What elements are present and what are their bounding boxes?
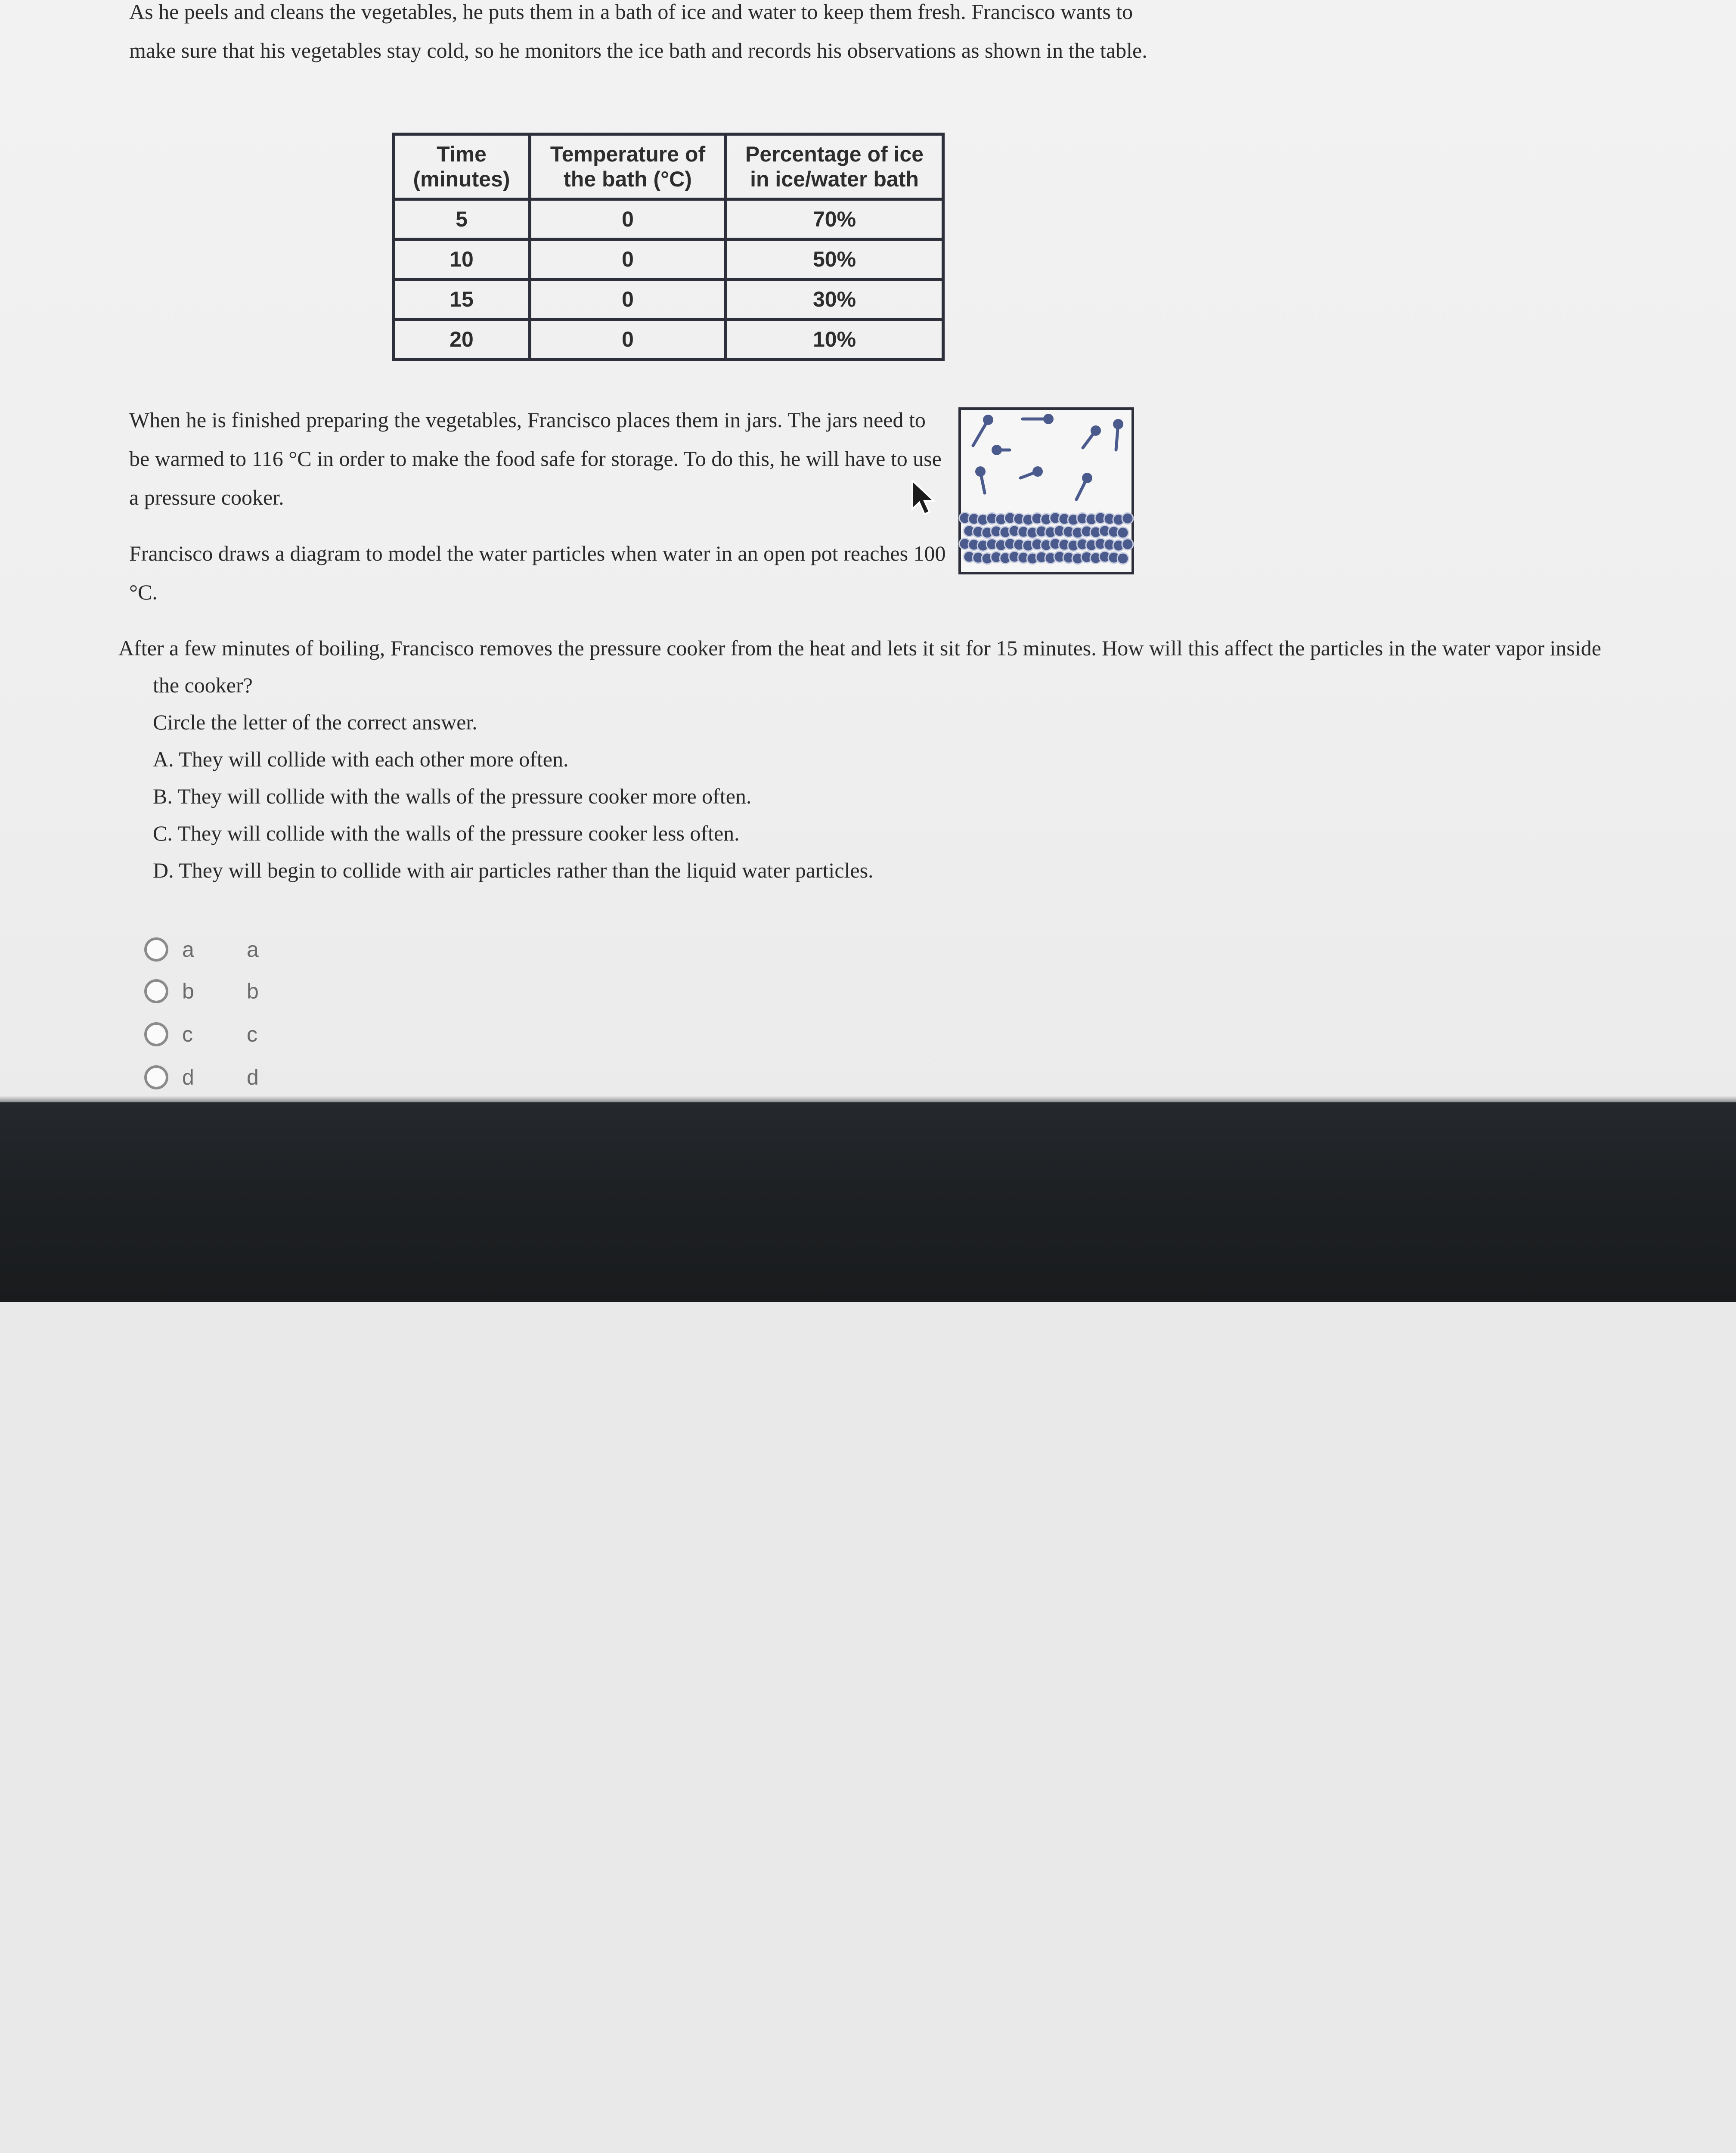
vapor-particle	[975, 466, 986, 477]
cell-percentage: 50%	[726, 239, 943, 279]
vapor-particle	[983, 415, 993, 425]
answer-label: b	[182, 979, 194, 1003]
option-c-text: C. They will collide with the walls of the pressure cooker less often.	[153, 821, 740, 845]
answer-choice-b[interactable]	[144, 974, 259, 1008]
cell-percentage: 70%	[726, 199, 943, 239]
vapor-particle	[1043, 414, 1054, 424]
radio-button-icon[interactable]	[144, 1022, 168, 1046]
table-row	[394, 320, 943, 360]
question-stem-line2: the cooker?	[153, 673, 253, 697]
answer-value: a	[247, 937, 259, 962]
radio-button-icon[interactable]	[144, 1065, 168, 1089]
observations-table	[392, 133, 945, 361]
table-row	[394, 199, 943, 239]
answer-label: d	[182, 1065, 194, 1089]
answer-label: c	[182, 1022, 193, 1046]
radio-button-icon[interactable]	[144, 937, 168, 962]
cell-temperature: 0	[530, 199, 726, 239]
question-block	[118, 630, 1660, 889]
header-time: Time (minutes)	[394, 134, 530, 199]
vapor-particle	[1032, 466, 1043, 477]
jars-paragraph: When he is finished preparing the vegetables, Francisco places them in jars. The jars need to be warmed to 116 °C in order to make the food safe for storage. To do this, he will have to use a pressure cooker.	[129, 408, 942, 509]
intro-paragraph: As he peels and cleans the vegetables, he puts them in a bath of ice and water to keep them fresh. Francisco wants to make sure that his vegetables stay cold, so he monitors the ice bath and records his observations as shown in the table.	[129, 0, 1147, 62]
cell-time: 10	[394, 239, 530, 279]
header-temperature: Temperature of the bath (°C)	[530, 134, 726, 199]
vapor-particle	[1113, 419, 1123, 429]
water-particle-diagram	[958, 407, 1135, 575]
option-a-text: A. They will collide with each other more often.	[153, 747, 569, 771]
cell-time: 20	[394, 320, 530, 360]
table-header-row	[394, 134, 943, 199]
answer-choice-c[interactable]	[144, 1017, 257, 1052]
diagram-paragraph: Francisco draws a diagram to model the water particles when water in an open pot reaches 100 °C.	[129, 541, 946, 604]
table-row	[394, 279, 943, 320]
question-instruction: Circle the letter of the correct answer.	[153, 710, 477, 734]
question-stem-line1: After a few minutes of boiling, Francisco removes the pressure cooker from the heat and lets it sit for 15 minutes. How will this affect the particles in the water vapor inside	[118, 636, 1601, 660]
answer-label: a	[182, 937, 194, 962]
liquid-particle	[1117, 527, 1128, 538]
answer-value: c	[247, 1022, 257, 1046]
table-row	[394, 239, 943, 279]
cell-time: 5	[394, 199, 530, 239]
radio-button-icon[interactable]	[144, 979, 168, 1003]
mouse-pointer-icon	[911, 479, 941, 518]
option-b-text: B. They will collide with the walls of the pressure cooker more often.	[153, 784, 752, 808]
cell-percentage: 10%	[726, 320, 943, 360]
vapor-particle	[1082, 473, 1092, 483]
cell-temperature: 0	[530, 279, 726, 320]
vapor-particle	[1091, 425, 1101, 436]
monitor-bezel	[0, 1102, 1736, 1302]
vapor-particle	[992, 445, 1002, 455]
answer-value: b	[247, 979, 259, 1003]
cell-percentage: 30%	[726, 279, 943, 320]
cell-temperature: 0	[530, 320, 726, 360]
cell-time: 15	[394, 279, 530, 320]
liquid-particle	[1117, 553, 1128, 564]
answer-value: d	[247, 1065, 259, 1089]
header-percentage-ice: Percentage of ice in ice/water bath	[726, 134, 943, 199]
liquid-particle	[1122, 513, 1133, 524]
cell-temperature: 0	[530, 239, 726, 279]
liquid-particle	[1122, 539, 1133, 550]
answer-choice-a[interactable]	[144, 932, 259, 967]
answer-choice-d[interactable]	[144, 1060, 259, 1095]
option-d-text: D. They will begin to collide with air particles rather than the liquid water particles.	[153, 858, 874, 882]
